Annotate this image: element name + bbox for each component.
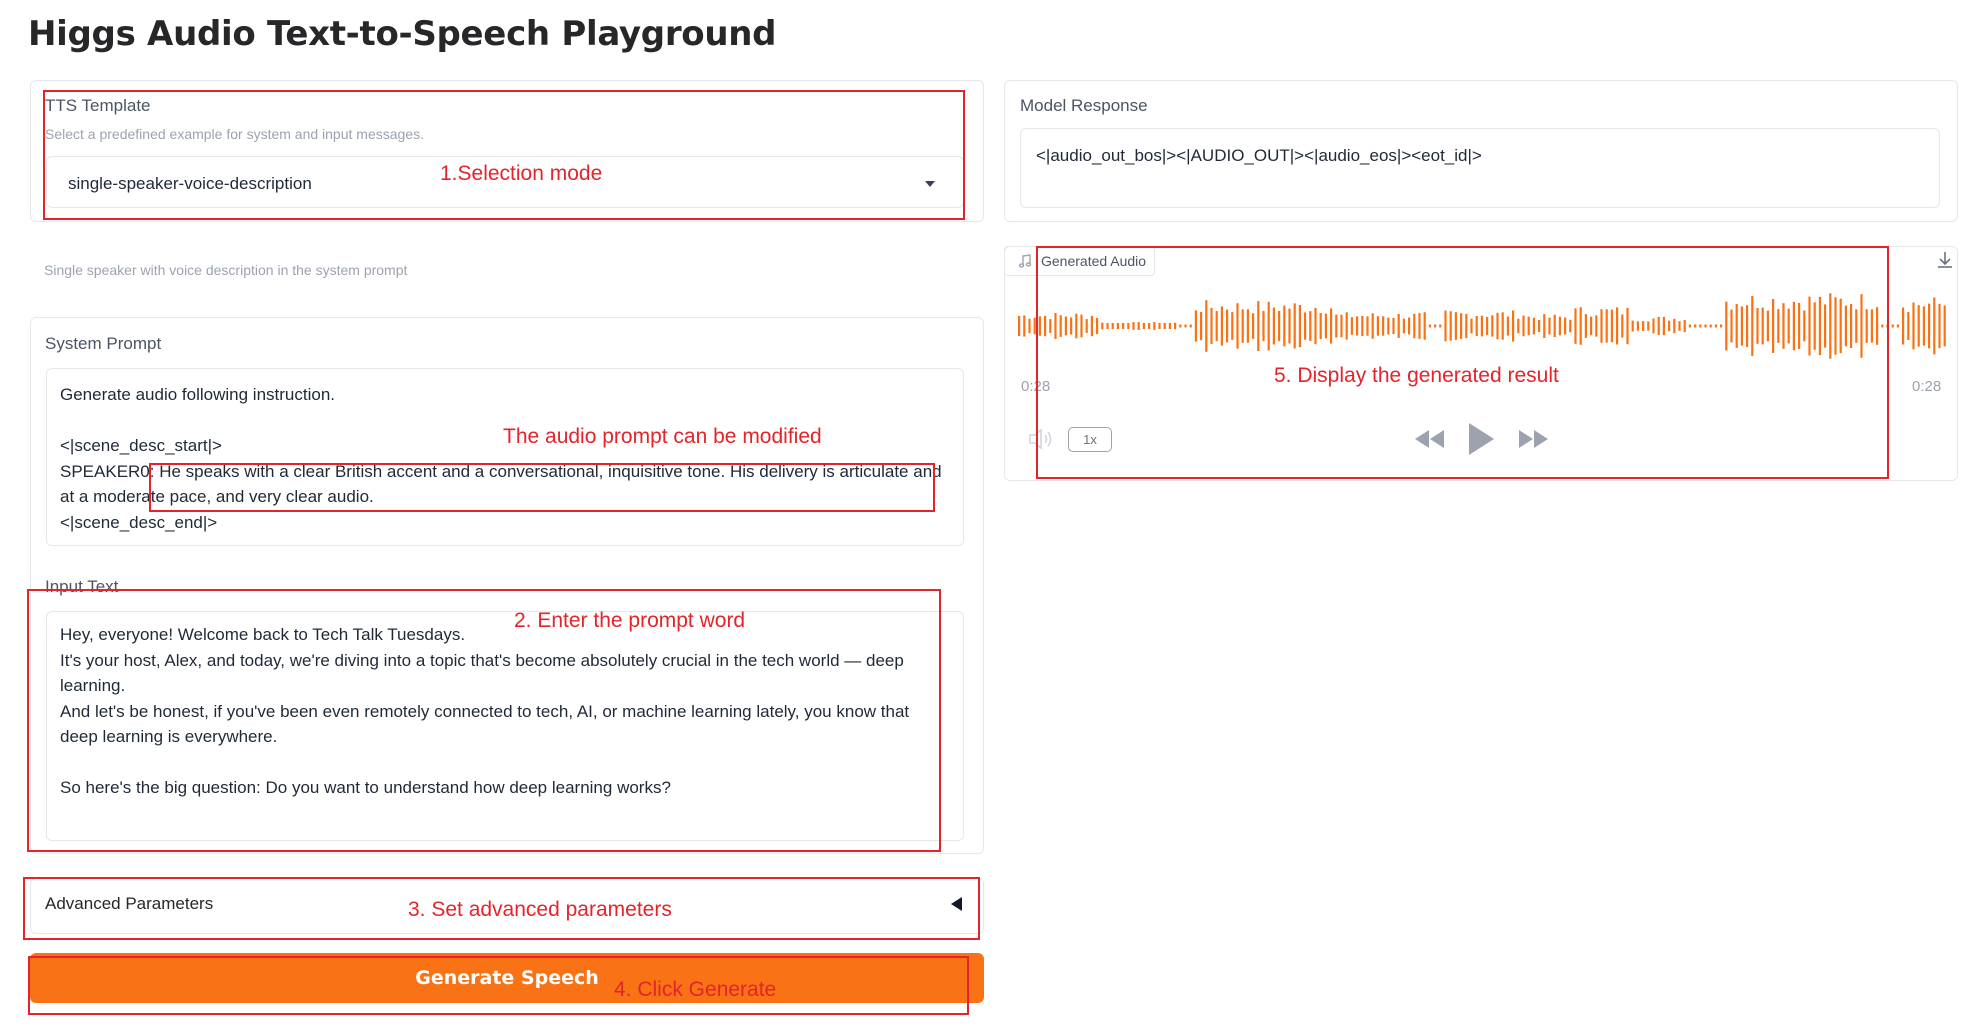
waveform-bar [1756,308,1758,344]
waveform-bar [1886,325,1888,328]
system-prompt-textarea[interactable] [46,368,964,546]
waveform-bar [1938,304,1940,348]
waveform-bar [1304,312,1306,339]
waveform-bar [1580,307,1582,345]
waveform-bar [1928,304,1930,349]
waveform-bar [1273,308,1275,345]
generated-audio-tag [1004,246,1155,276]
waveform-bar [1751,296,1753,356]
fast-forward-icon[interactable] [1516,428,1550,450]
waveform-bar [1663,317,1665,335]
waveform-bar [1720,325,1722,328]
waveform-bar [1522,316,1524,337]
generated-audio-label: Generated Audio [1041,253,1147,269]
system-prompt-label: System Prompt [45,334,162,353]
waveform-bar [1673,319,1675,333]
waveform-bar [1143,323,1145,329]
model-response-textbox[interactable] [1020,128,1940,208]
waveform-bar [1502,312,1504,339]
waveform-bar [1330,308,1332,343]
audio-waveform[interactable] [1016,286,1946,366]
waveform-bar [1439,325,1441,328]
waveform-bar [1148,323,1150,329]
waveform-bar [1210,308,1212,344]
waveform-bar [1070,318,1072,335]
waveform-bar [1174,323,1176,330]
waveform-bar [1907,312,1909,340]
waveform-bar [1408,318,1410,335]
waveform-bar [1710,325,1712,328]
annotation-display-result: 5. Display the generated result [1274,364,1559,387]
waveform-bar [1850,304,1852,348]
waveform-bar [1590,317,1592,336]
waveform-bar [1788,309,1790,344]
waveform-bar [1762,308,1764,345]
waveform-bar [1892,325,1894,328]
waveform-bar [1392,318,1394,334]
waveform-bar [1299,305,1301,347]
generate-speech-button[interactable]: Generate Speech [30,953,984,1003]
waveform-bar [1730,310,1732,343]
waveform-bar [1538,320,1540,332]
waveform-bar [1252,313,1254,339]
expand-triangle-icon [951,897,962,911]
annotation-enter-prompt: 2. Enter the prompt word [514,609,746,632]
waveform-bar [1741,306,1743,345]
tts-template-hint: Select a predefined example for system and input messages. [45,126,424,142]
waveform-bar [1491,315,1493,336]
waveform-bar [1351,317,1353,335]
waveform-bar [1595,315,1597,336]
waveform-bar [1517,319,1519,334]
annotation-click-generate: 4. Click Generate [614,978,777,1001]
waveform-bar [1247,309,1249,342]
waveform-bar [1231,312,1233,340]
waveform-bar [1533,318,1535,335]
waveform-bar [1387,318,1389,335]
waveform-bar [1023,315,1025,336]
waveform-bar [1569,320,1571,333]
waveform-bar [1860,294,1862,358]
waveform-bar [1283,306,1285,347]
waveform-bar [1834,297,1836,354]
waveform-bar [1881,325,1883,328]
music-note-icon [1017,253,1033,269]
download-icon[interactable] [1934,249,1956,271]
waveform-bar [1242,309,1244,343]
waveform-bar [1450,311,1452,341]
waveform-bar [1122,323,1124,329]
waveform-bar [1288,309,1290,344]
waveform-bar [1460,313,1462,339]
waveform-bar [1704,325,1706,328]
waveform-bar [1138,322,1140,330]
waveform-bar [1933,298,1935,355]
waveform-bar [1668,321,1670,332]
waveform-bar [1528,317,1530,336]
waveform-bar [1429,325,1431,328]
waveform-bar [1689,325,1691,328]
waveform-bar [1236,303,1238,349]
waveform-bar [1507,317,1509,336]
waveform-bar [1647,321,1649,330]
waveform-bar [1481,316,1483,337]
waveform-bar [1767,311,1769,342]
waveform-bar [1746,305,1748,347]
waveform-bar [1262,311,1264,341]
waveform-bar [1923,306,1925,345]
waveform-bar [1678,321,1680,331]
tts-template-selected: single-speaker-voice-description [68,174,312,193]
model-response-value: <|audio_out_bos|><|AUDIO_OUT|><|audio_eos|><eot_id|> [1036,146,1482,165]
waveform-bar [1226,310,1228,343]
waveform-bar [1559,317,1561,336]
waveform-bar [1470,319,1472,334]
waveform-bar [1325,314,1327,339]
waveform-bar [1065,317,1067,336]
waveform-bar [1117,323,1119,329]
waveform-bar [1465,314,1467,338]
waveform-bar [1772,299,1774,353]
waveform-bar [1418,313,1420,339]
time-current: 0:28 [1021,378,1051,395]
waveform-bar [1658,317,1660,335]
waveform-bar [1824,304,1826,347]
waveform-bar [1621,315,1623,338]
annotation-prompt-modifiable: The audio prompt can be modified [503,425,822,448]
waveform-bar [1642,321,1644,331]
waveform-bar [1101,323,1103,330]
waveform-bar [1205,300,1207,352]
waveform-bar [1158,323,1160,329]
waveform-bar [1918,305,1920,347]
waveform-bar [1320,313,1322,339]
waveform-bar [1169,323,1171,329]
waveform-bar [1548,318,1550,335]
waveform-bar [1340,315,1342,338]
waveform-bar [1257,301,1259,351]
waveform-bar [1725,302,1727,351]
waveform-bar [1574,308,1576,344]
waveform-bar [1049,319,1051,333]
input-text-value: Hey, everyone! Welcome back to Tech Talk Tuesdays. It's your host, Alex, and today, we're diving into a topic that's become absolutely crucial in the tech world — deep learning. And let's be honest, if you've been even remotely connected to tech, AI, or machine learning lately, you know that deep learning is everywhere. So here's the big question: Do you want to understand how deep learning works? [60,625,910,797]
waveform-bar [1216,311,1218,341]
waveform-bar [1086,319,1088,333]
waveform-bar [1309,311,1311,341]
waveform-bar [1606,309,1608,342]
waveform-bar [1808,297,1810,356]
waveform-bar [1106,323,1108,329]
waveform-bar [1803,311,1805,342]
play-icon[interactable] [1466,421,1496,457]
waveform-bar [1054,313,1056,339]
waveform-bar [1600,309,1602,343]
waveform-bar [1814,302,1816,350]
waveform-bar [1153,322,1155,330]
waveform-bar [1346,312,1348,339]
chevron-down-icon [925,181,935,187]
input-text-label: Input Text [45,577,119,596]
waveform-bar [1611,310,1613,343]
waveform-bar [1840,299,1842,354]
tts-template-label: TTS Template [45,96,151,115]
waveform-bar [1912,303,1914,350]
waveform-bar [1585,314,1587,338]
waveform-bar [1855,309,1857,343]
waveform-bar [1798,303,1800,349]
waveform-bar [1897,325,1899,328]
waveform-bar [1902,308,1904,345]
waveform-bar [1632,321,1634,332]
waveform-bar [1195,310,1197,341]
waveform-bar [1637,321,1639,330]
waveform-bar [1413,314,1415,338]
waveform-bar [1512,310,1514,341]
waveform-bar [1091,316,1093,336]
waveform-bar [1652,319,1654,334]
waveform-bar [1554,315,1556,337]
waveform-bar [1096,318,1098,334]
waveform-bar [1684,320,1686,332]
waveform-bar [1294,303,1296,348]
waveform-bar [1112,323,1114,329]
tts-template-description: Single speaker with voice description in the system prompt [44,262,408,278]
system-prompt-value: Generate audio following instruction. <|scene_desc_start|> SPEAKER0: He speaks with a clear British accent and a conversational, inquisitive tone. His delivery is articulate and at a moderate pace, and very clear audio. <|scene_desc_end|> [60,385,942,532]
waveform-bar [1424,312,1426,340]
waveform-bar [1476,316,1478,336]
waveform-bar [1377,316,1379,336]
input-text-textarea[interactable] [46,611,964,841]
waveform-bar [1876,307,1878,345]
waveform-bar [1866,309,1868,343]
waveform-bar [1398,314,1400,338]
waveform-bar [1382,316,1384,335]
waveform-bar [1829,293,1831,358]
playback-speed-button[interactable]: 1x [1068,427,1112,452]
waveform-bar [1200,312,1202,340]
waveform-bar [1777,309,1779,343]
waveform-bar [1018,316,1020,336]
waveform-bar [1782,303,1784,349]
waveform-bar [1699,325,1701,328]
waveform-bar [1184,325,1186,328]
waveform-bar [1626,308,1628,344]
waveform-bar [1403,319,1405,334]
waveform-bar [1314,308,1316,344]
waveform-bar [1060,315,1062,337]
waveform-bar [1080,315,1082,338]
waveform-bar [1190,325,1192,328]
waveform-bar [1455,312,1457,340]
waveform-bar [1039,316,1041,335]
volume-icon[interactable] [1027,426,1057,452]
waveform-bar [1715,325,1717,328]
waveform-bar [1361,316,1363,336]
waveform-bar [1221,307,1223,346]
waveform-bar [1543,314,1545,338]
waveform-bar [1486,317,1488,335]
waveform-bar [1278,311,1280,341]
waveform-bar [1127,323,1129,329]
waveform-bar [1356,316,1358,335]
waveform-bar [1496,313,1498,340]
waveform-bar [1335,315,1337,338]
waveform-bar [1871,309,1873,342]
waveform-bar [1694,325,1696,328]
waveform-bar [1819,297,1821,355]
advanced-parameters-label: Advanced Parameters [45,894,214,913]
annotation-selection-mode: 1.Selection mode [440,162,603,185]
waveform-bar [1028,319,1030,333]
waveform-bar [1132,322,1134,330]
rewind-icon[interactable] [1413,428,1447,450]
waveform-bar [1434,325,1436,328]
page-title: Higgs Audio Text-to-Speech Playground [28,14,777,54]
waveform-bar [1179,325,1181,328]
waveform-bar [1268,302,1270,351]
waveform-bar [1793,302,1795,351]
model-response-label: Model Response [1020,96,1148,115]
annotation-set-advanced: 3. Set advanced parameters [408,898,672,921]
waveform-bar [1044,316,1046,336]
waveform-bar [1736,304,1738,348]
waveform-bar [1164,323,1166,329]
waveform-bar [1616,307,1618,344]
waveform-bar [1366,316,1368,335]
waveform-bar [1372,313,1374,339]
waveform-bar [1944,306,1946,347]
waveform-bar [1075,314,1077,339]
time-total: 0:28 [1912,378,1942,395]
waveform-bar [1845,306,1847,347]
waveform-bar [1564,318,1566,335]
waveform-bar [1444,311,1446,342]
waveform-bar [1034,318,1036,334]
